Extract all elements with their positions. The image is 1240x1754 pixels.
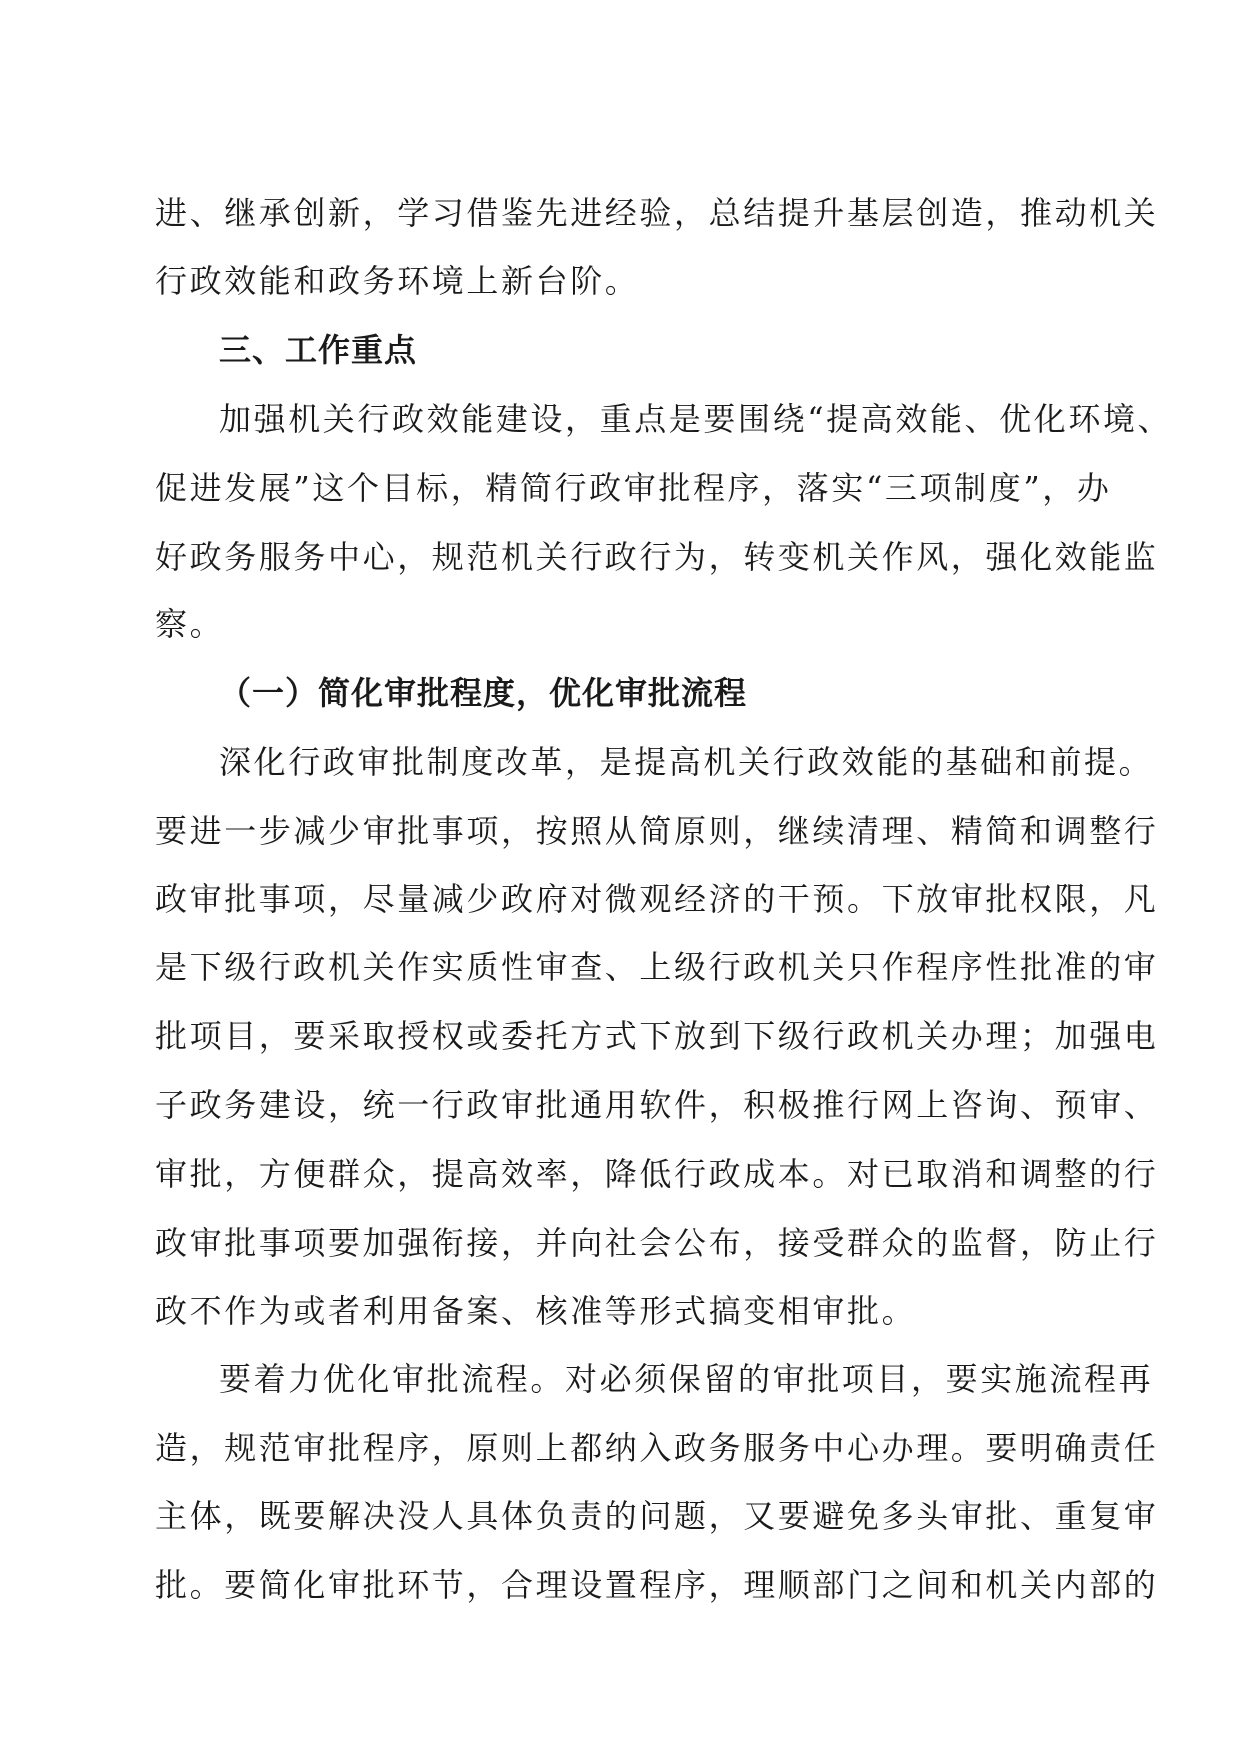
text-line-21: 批。要简化审批环节，合理设置程序，理顺部门之间和机关内部的 (155, 1566, 1159, 1604)
text-line-20: 主体，既要解决没人具体负责的问题，又要避免多头审批、重复审 (155, 1497, 1159, 1535)
text-line-10: 要进一步减少审批事项，按照从简原则，继续清理、精简和调整行 (155, 812, 1159, 850)
text-line-18: 要着力优化审批流程。对必须保留的审批项目，要实施流程再 (219, 1360, 1154, 1398)
text-line-15: 审批，方便群众，提高效率，降低行政成本。对已取消和调整的行 (155, 1155, 1159, 1193)
text-line-4: 加强机关行政效能建设，重点是要围绕“提高效能、优化环境、 (219, 400, 1173, 438)
section-heading: 三、工作重点 (219, 331, 418, 369)
text-line-12: 是下级行政机关作实质性审查、上级行政机关只作程序性批准的审 (155, 948, 1159, 986)
text-line-9: 深化行政审批制度改革，是提高机关行政效能的基础和前提。 (219, 743, 1154, 781)
text-line-16: 政审批事项要加强衔接，并向社会公布，接受群众的监督，防止行 (155, 1224, 1159, 1262)
text-line-13: 批项目，要采取授权或委托方式下放到下级行政机关办理；加强电 (155, 1017, 1159, 1055)
text-line-19: 造，规范审批程序，原则上都纳入政务服务中心办理。要明确责任 (155, 1429, 1159, 1467)
text-line-1: 进、继承创新，学习借鉴先进经验，总结提升基层创造，推动机关 (155, 194, 1159, 232)
text-line-6: 好政务服务中心，规范机关行政行为，转变机关作风，强化效能监 (155, 538, 1159, 576)
subsection-heading: （一）简化审批程度，优化审批流程 (219, 674, 748, 712)
text-line-17: 政不作为或者利用备案、核准等形式搞变相审批。 (155, 1292, 917, 1330)
text-line-11: 政审批事项，尽量减少政府对微观经济的干预。下放审批权限，凡 (155, 880, 1159, 918)
text-line-14: 子政务建设，统一行政审批通用软件，积极推行网上咨询、预审、 (155, 1086, 1159, 1124)
text-line-2: 行政效能和政务环境上新台阶。 (155, 262, 640, 300)
text-line-7: 察。 (155, 605, 225, 643)
text-line-5: 促进发展”这个目标，精简行政审批程序，落实“三项制度”，办 (155, 469, 1112, 507)
